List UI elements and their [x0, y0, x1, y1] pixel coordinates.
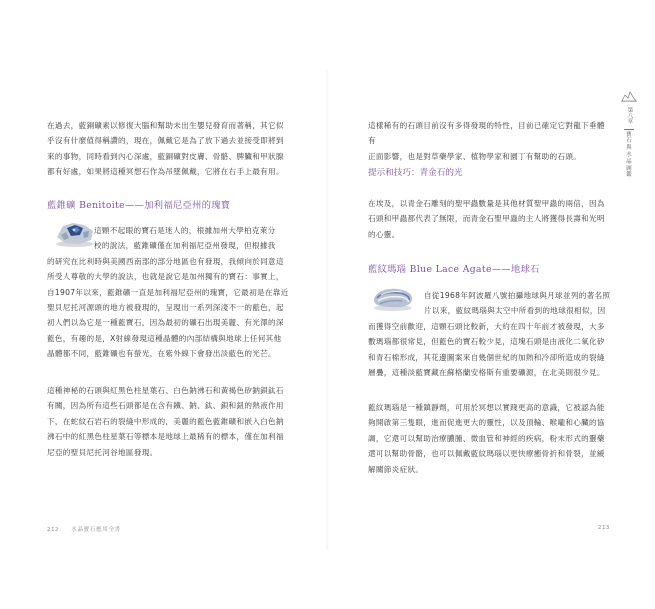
- text-line: 層疊，這種淡藍寶藏在蘇格蘭安格斯有重要礦源，在北美則很少見。: [368, 368, 605, 378]
- book-title: 水晶寶石應用全書: [71, 527, 121, 533]
- section-label: [620, 132, 638, 180]
- text-line: 解關節炎症狀。: [368, 464, 424, 474]
- chapter-tab: [620, 88, 638, 179]
- text-line: 夠開啟第三隻眼，進而促進更大的靈性，以及頂輪、喉嚨和心臟的協: [368, 418, 605, 428]
- left-footer: [47, 525, 121, 533]
- tab-divider: [624, 129, 634, 130]
- text-line: 的研究在比利時與美國西南部的部分地區也有發現，我傾向於同意這: [47, 256, 284, 266]
- text-line: 這種神秘的石頭與紅黑色柱星葉石、白色鈉沸石和黃褐色矽鈉鋇鈦石: [47, 386, 284, 395]
- right-para-1: [368, 118, 611, 164]
- text-line: 沸石中的紅黑色柱星葉石等標本是地球上最稀有的標本，僅在加利福: [47, 432, 284, 442]
- text-line: 調，它還可以幫助治療膿腫、微血管和神經的疾病，粉末形式的靈藥: [368, 433, 605, 443]
- page-number: 212: [47, 527, 59, 533]
- section-char: 與: [626, 145, 632, 152]
- text-line: 和青石棉形成，其花邊圖案來自幾個世紀的加熱和冷卻所造成的裂縫: [368, 352, 605, 362]
- text-line: 數瑪瑙都很常見，但藍色的寶石較少見，這塊石頭是由液化二氧化矽: [368, 337, 605, 347]
- text-line: 乎沒有什麼值得稱讚的，現在，佩戴它是為了放下過去並接受即將到: [47, 136, 284, 146]
- text-line: 聖貝尼托河源頭的地方被發現的，呈現出一系列深淺不一的藍色，起: [47, 303, 284, 313]
- tip-heading: 提示和技巧：青金石的光: [368, 168, 463, 178]
- section-char: 鑑: [626, 172, 632, 179]
- left-para-3: [47, 383, 300, 460]
- section-char: 水: [626, 151, 632, 158]
- section-char: 圖: [626, 165, 632, 172]
- right-para-3: [368, 288, 611, 380]
- text-line: 下，在蛇紋石岩石的裂縫中形成的，美麗的藍色藍錐礦和嵌入白色鈉: [47, 416, 284, 426]
- heading-benitoite: 藍錐礦 Benitoite——加利福尼亞州的瑰寶: [47, 200, 231, 211]
- text-line: 藍色，有趣的是，X射線發現這種晶體的內部結構與地球上任何其他: [47, 333, 282, 343]
- text-line: 而獲得空前歡迎，這顆石頭比較新，大約在四十年前才被發現，大多: [368, 321, 605, 331]
- heading-blue-lace-agate: 藍紋瑪瑙 Blue Lace Agate——地球石: [368, 264, 540, 275]
- text-line: 都有好處，如果將這種冥想石作為吊墜佩戴，它將在右手上最有用。: [47, 167, 284, 177]
- text-line: 正面影響，也是對草藥學家、植物學家和園丁有幫助的石頭。: [368, 151, 582, 161]
- text-line: 這樣稀有的石頭目前沒有多得發現的特性，目前已確定它對龍下垂體有: [368, 121, 605, 146]
- page-gutter: [326, 70, 330, 550]
- text-line: 在埃及，以青金石雕刻的聖甲蟲數量是其他材質聖甲蟲的兩倍，因為: [368, 199, 605, 208]
- page-number: 213: [598, 525, 610, 531]
- crystal-icon: [620, 88, 638, 100]
- right-para-2: [368, 196, 611, 242]
- text-line: 自從1968年阿波羅八號拍攝地球與月球並列的著名照: [424, 291, 611, 300]
- text-line: 在過去，藍銅礦素以修復大腦和幫助未出生嬰兒發育而著稱，其它似: [47, 121, 284, 130]
- text-line: 藍紋瑪瑙是一種鎮靜劑，可用於冥想以實踐更高的意識，它被認為能: [368, 403, 605, 412]
- text-line: 所受人尊敬的大學的說法，也就是說它是加州獨有的寶石：事實上，: [47, 272, 284, 282]
- chapter-label: [626, 103, 633, 127]
- text-line: 石頭和甲蟲都代表了無限，而青金石聖甲蟲的主人將獲得長壽和光明: [368, 214, 605, 224]
- left-para-1: [47, 118, 300, 180]
- section-char: 石: [626, 138, 632, 145]
- text-line: 這顆不起眼的寶石是迷人的，根據加州大學柏克萊分: [94, 226, 276, 235]
- text-line: 的心靈。: [368, 229, 400, 239]
- section-char: 寶: [626, 131, 632, 138]
- text-line: 片以來，藍紋瑪瑙與太空中所看到的地球很相似，因: [424, 306, 606, 316]
- text-line: 有關，因為所有這些石頭都是在含有鐵、鈉、鈦、鋇和鈕的熱液作用: [47, 401, 284, 411]
- text-line: 晶體都不同，藍錐礦也有螢光，在紫外線下會發出淡藍色的光芒。: [47, 349, 276, 359]
- text-line: 還可以幫助骨骼，也可以佩戴藍紋瑪瑙以更快療癒骨折和骨裂，並緩: [368, 449, 605, 459]
- text-line: 來的事物，同時看到內心深處，藍銅礦對皮膚、骨骼、脾臟和甲狀腺: [47, 151, 284, 161]
- right-footer: [598, 525, 610, 531]
- text-line: 初人們以為它是一種藍寶石，因為最初的礦石出現美麗、有光澤的深: [47, 318, 284, 328]
- section-char: 晶: [626, 158, 632, 165]
- text-line: 自1907年以來，藍錐礦一直是加利福尼亞州的瑰寶，它最初是在靠近: [47, 287, 289, 297]
- text-line: 校的說法，藍錐礦僅在加利福尼亞州發現，但根據我: [94, 241, 276, 251]
- left-para-2: [47, 223, 300, 362]
- text-line: 尼亞的聖貝尼托河谷地區發現。: [47, 447, 158, 457]
- chapter-number: 第八章: [626, 106, 633, 124]
- right-para-4: [368, 400, 611, 477]
